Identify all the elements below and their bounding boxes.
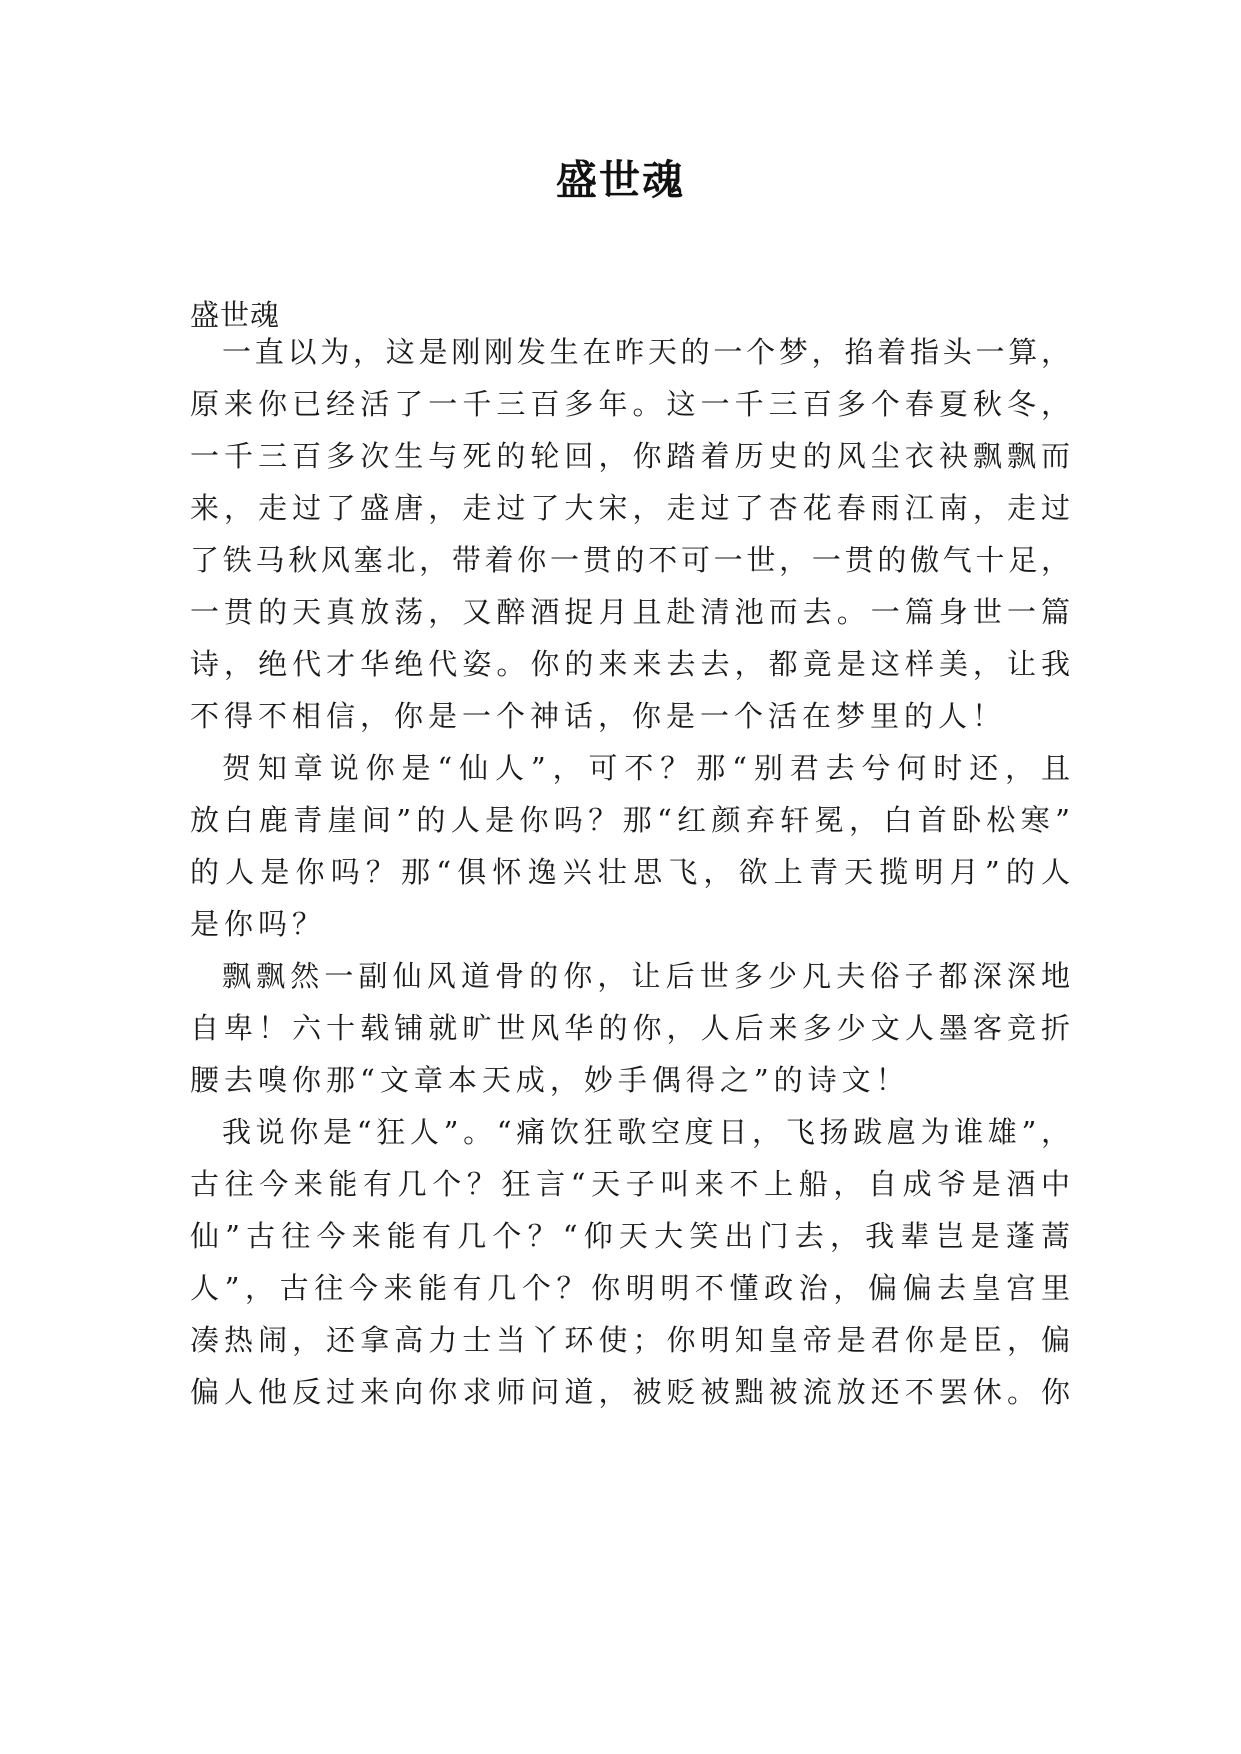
text-line: 腰去嗅你那“文章本天成，妙手偶得之”的诗文！ [190, 1063, 910, 1097]
text-line: 一贯的天真放荡，又醉酒捉月且赴清池而去。一篇身世一篇 [190, 595, 1070, 629]
text-line: 诗，绝代才华绝代姿。你的来来去去，都竟是这样美，让我 [190, 647, 1070, 681]
text-line: 飘飘然一副仙风道骨的你，让后世多少凡夫俗子都深深地 [222, 959, 1070, 993]
text-line: 来，走过了盛唐，走过了大宋，走过了杏花春雨江南，走过 [190, 491, 1070, 525]
text-line: 我说你是“狂人”。“痛饮狂歌空度日，飞扬跋扈为谁雄”， [222, 1115, 1070, 1149]
text-line: 一直以为，这是刚刚发生在昨天的一个梦，掐着指头一算， [222, 335, 1070, 369]
text-line: 了铁马秋风塞北，带着你一贯的不可一世，一贯的傲气十足， [190, 543, 1070, 577]
text-line: 是你吗？ [190, 907, 327, 941]
document-title: 盛世魂 [556, 156, 685, 204]
document-subtitle: 盛世魂 [190, 298, 281, 332]
text-line: 偏人他反过来向你求师问道，被贬被黜被流放还不罢休。你 [190, 1375, 1070, 1409]
text-line: 凑热闹，还拿高力士当丫环使；你明知皇帝是君你是臣，偏 [190, 1323, 1070, 1357]
text-line: 放白鹿青崖间”的人是你吗？那“红颜弃轩冕，白首卧松寒” [190, 803, 1070, 837]
text-line: 人”，古往今来能有几个？你明明不懂政治，偏偏去皇宫里 [190, 1271, 1070, 1305]
text-line: 的人是你吗？那“俱怀逸兴壮思飞，欲上青天揽明月”的人 [190, 855, 1070, 889]
text-line: 自卑！六十载铺就旷世风华的你，人后来多少文人墨客竞折 [190, 1011, 1070, 1045]
text-line: 贺知章说你是“仙人”，可不？那“别君去兮何时还，且 [222, 751, 1070, 785]
text-line: 不得不相信，你是一个神话，你是一个活在梦里的人！ [190, 699, 1007, 733]
text-line: 仙”古往今来能有几个？“仰天大笑出门去，我辈岂是蓬蒿 [190, 1219, 1070, 1253]
text-line: 古往今来能有几个？狂言“天子叫来不上船，自成爷是酒中 [190, 1167, 1070, 1201]
text-line: 一千三百多次生与死的轮回，你踏着历史的风尘衣袂飘飘而 [190, 439, 1070, 473]
text-line: 原来你已经活了一千三百多年。这一千三百多个春夏秋冬， [190, 387, 1070, 421]
